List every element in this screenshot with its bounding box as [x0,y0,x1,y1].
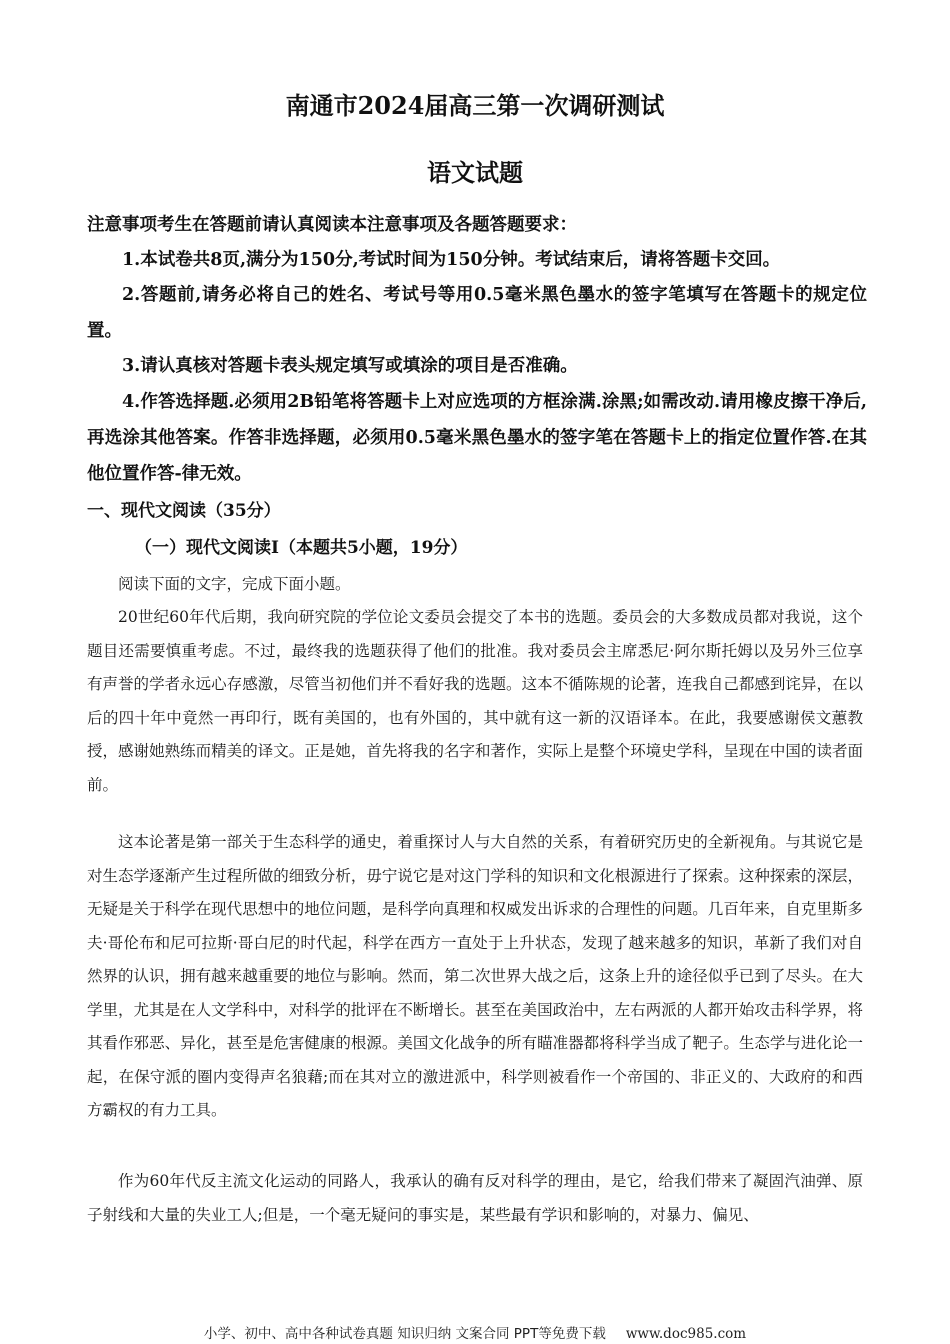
reading-instruction: 阅读下面的文字，完成下面小题。 [118,575,351,593]
footer-text: 小学、初中、高中各种试卷真题 知识归纳 文案合同 PPT等免费下载 [203,1326,606,1342]
footer-url[interactable]: www.doc985.com [625,1326,747,1342]
notice-heading: 注意事项考生在答题前请认真阅读本注意事项及各题答题要求： [87,215,577,235]
section-heading-part1-sub1: （一）现代文阅读Ⅰ（本题共5小题，19分） [135,538,468,558]
exam-title: 南通市2024届高三第一次调研测试 [285,91,665,120]
reading-paragraph-3: 作为60年代反主流文化运动的同路人，我承认的确有反对科学的理由，是它，给我们带来了凝固汽油弹、原子射线和大量的失业工人;但是，一个毫无疑问的事实是，某些最有学识和影响的，对暴力、偏见、 [87,1172,863,1224]
reading-paragraph-2: 这本论著是第一部关于生态科学的通史，着重探讨人与大自然的关系，有着研究历史的全新视角。与其说它是对生态学逐渐产生过程所做的细致分析，毋宁说它是对这门学科的知识和文化根源进行了探索。这种探索的深层，无疑是关于科学在现代思想中的地位问题，是科学向真理和权威发出诉求的合理性的问题。几百年来，自克里斯多夫·哥伦布和尼可拉斯·哥白尼的时代起，科学在西方一直处于上升状态，发现了越来越多的知识，革新了我们对自然界的认识，拥有越来越重要的地位与影响。然而，第二次世界大战之后，这条上升的途径似乎已到了尽头。在大学里，尤其是在人文学科中，对科学的批评在不断增长。甚至在美国政治中，左右两派的人都开始攻击科学界，将其看作邪恶、异化，甚至是危害健康的根源。美国文化战争的所有瞄准器都将科学当成了靶子。生态学与进化论一起，在保守派的圈内变得声名狼藉;而在其对立的激进派中，科学则被看作一个帝国的、非正义的、大政府的和西方霸权的有力工具。 [87,833,863,1119]
subject-title: 语文试题 [427,158,523,187]
notice-item-4: 4.作答选择题.必须用2B铅笔将答题卡上对应选项的方框涂满.涂黑;如需改动.请用橡皮擦干净后,再选涂其他答案。作答非选择题，必须用0.5毫米黑色墨水的签字笔在答题卡上的指定位置作答.在其他位置作答-律无效。 [87,392,867,484]
notice-item-1: 1.本试卷共8页,满分为150分,考试时间为150分钟。考试结束后，请将答题卡交回。 [122,250,781,270]
notice-item-3: 3.请认真核对答题卡表头规定填写或填涂的项目是否准确。 [122,356,578,376]
page-footer [0,1322,950,1342]
section-heading-part1: 一、现代文阅读（35分） [87,501,281,521]
notice-item-2: 2.答题前,请务必将自己的姓名、考试号等用0.5毫米黑色墨水的签字笔填写在答题卡的规定位置。 [87,285,867,341]
reading-paragraph-1: 20世纪60年代后期，我向研究院的学位论文委员会提交了本书的选题。委员会的大多数成员都对我说，这个题目还需要慎重考虑。不过，最终我的选题获得了他们的批准。我对委员会主席悉尼·阿尔斯托姆以及另外三位享有声誉的学者永远心存感激，尽管当初他们并不看好我的选题。这本不循陈规的论著，连我自己都感到诧异，在以后的四十年中竟然一再印行，既有美国的，也有外国的，其中就有这一新的汉语译本。在此，我要感谢侯文蕙教授，感谢她熟练而精美的译文。正是她，首先将我的名字和著作，实际上是整个环境史学科，呈现在中国的读者面前。 [87,608,863,794]
